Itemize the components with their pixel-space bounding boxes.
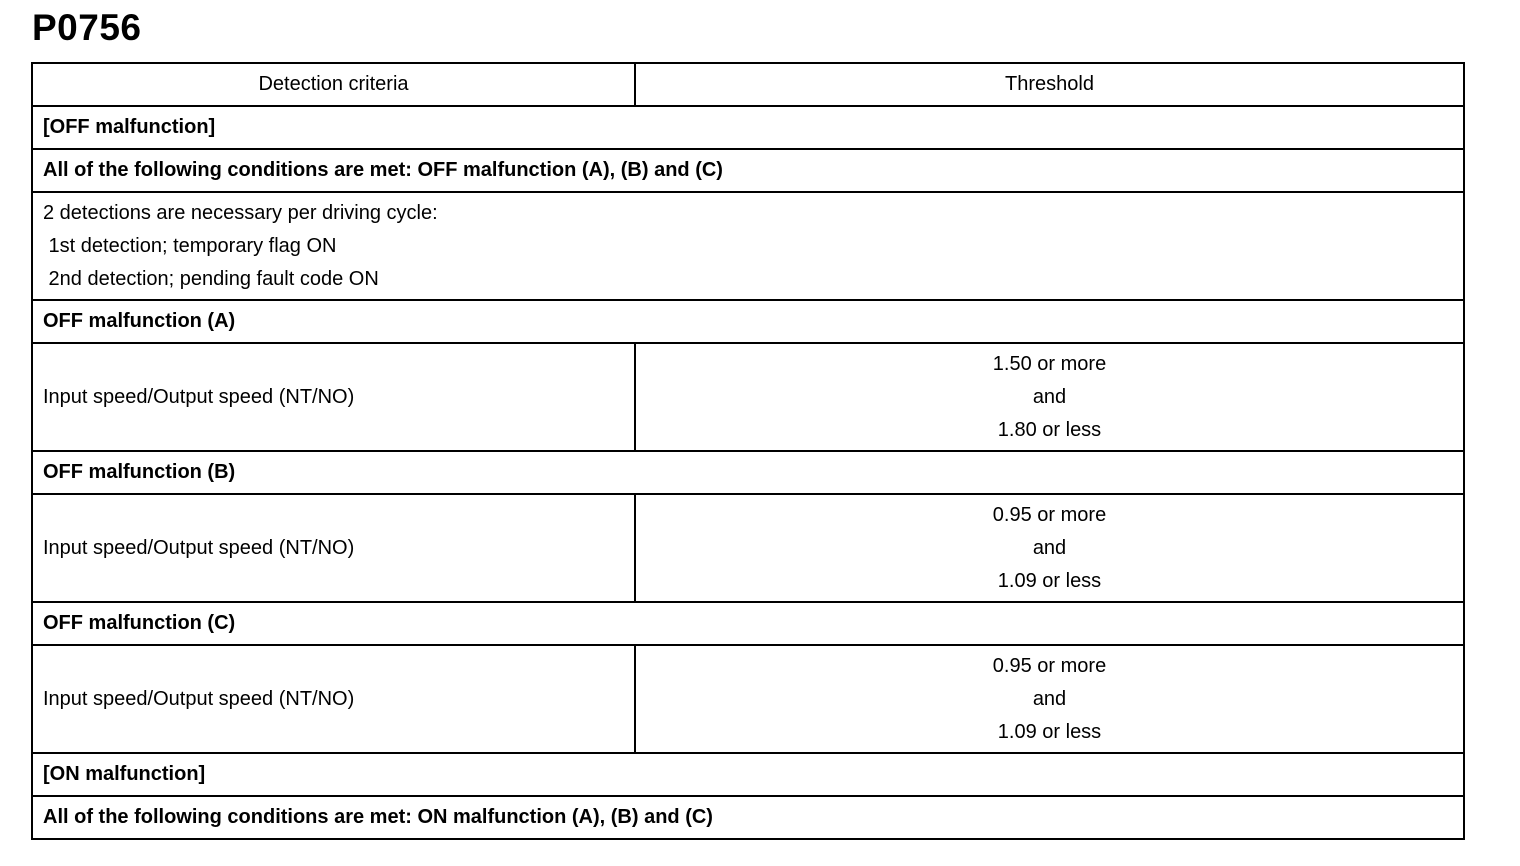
conditions-row-on (32, 796, 1464, 839)
conditions-text-off: All of the following conditions are met: OFF malfunction (A), (B) and (C) (32, 149, 1464, 192)
conditions-row-off (32, 149, 1464, 192)
table-row (32, 343, 1464, 451)
section-label-on-malfunction: [ON malfunction] (32, 753, 1464, 796)
threshold-cell (635, 343, 1464, 451)
dtc-code-title: P0756 (32, 7, 142, 48)
threshold-line: 1.50 or more (992, 352, 1107, 375)
section-row-on-malfunction (32, 753, 1464, 796)
threshold-line: and (1032, 687, 1067, 710)
conditions-text-on: All of the following conditions are met: ON malfunction (A), (B) and (C) (32, 796, 1464, 839)
threshold-line: and (1032, 385, 1067, 408)
group-label-row (32, 300, 1464, 343)
criteria-cell: Input speed/Output speed (NT/NO) (32, 343, 635, 451)
threshold-line: 0.95 or more (992, 654, 1107, 677)
detection-note-row (32, 192, 1464, 300)
table-header-row (32, 63, 1464, 106)
group-label-off-c: OFF malfunction (C) (32, 602, 1464, 645)
threshold-line: 1.09 or less (997, 569, 1102, 592)
section-label-off-malfunction: [OFF malfunction] (32, 106, 1464, 149)
detection-note-line: 2 detections are necessary per driving cycle: (43, 201, 438, 224)
threshold-line: 1.09 or less (997, 720, 1102, 743)
section-row-off-malfunction (32, 106, 1464, 149)
detection-note-cell (32, 192, 1464, 300)
group-label-off-a: OFF malfunction (A) (32, 300, 1464, 343)
detection-criteria-table (31, 62, 1465, 840)
group-label-row (32, 602, 1464, 645)
group-label-row (32, 451, 1464, 494)
threshold-cell (635, 494, 1464, 602)
group-label-off-b: OFF malfunction (B) (32, 451, 1464, 494)
criteria-cell: Input speed/Output speed (NT/NO) (32, 645, 635, 753)
criteria-cell: Input speed/Output speed (NT/NO) (32, 494, 635, 602)
threshold-line: 0.95 or more (992, 503, 1107, 526)
detection-note-line: 1st detection; temporary flag ON (43, 234, 337, 257)
detection-note-line: 2nd detection; pending fault code ON (43, 267, 379, 290)
header-detection-criteria: Detection criteria (32, 63, 635, 106)
table-row (32, 645, 1464, 753)
threshold-line: and (1032, 536, 1067, 559)
threshold-cell (635, 645, 1464, 753)
header-threshold: Threshold (635, 63, 1464, 106)
threshold-line: 1.80 or less (997, 418, 1102, 441)
table-row (32, 494, 1464, 602)
